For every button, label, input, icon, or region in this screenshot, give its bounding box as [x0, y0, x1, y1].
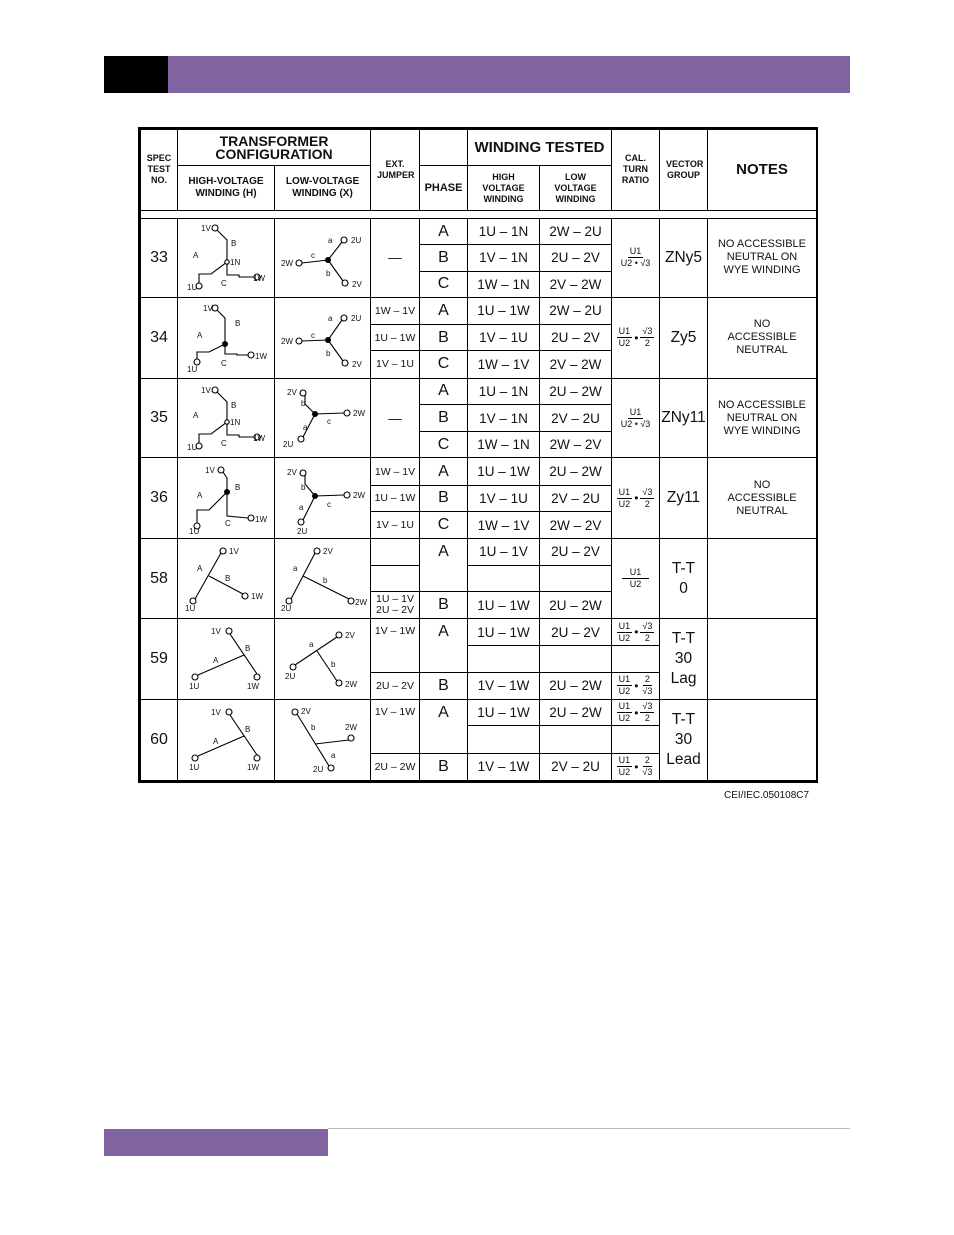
svg-text:B: B: [230, 401, 236, 411]
header-hv-winding: HIGH-VOLTAGE WINDING (H): [178, 166, 275, 210]
svg-text:a: a: [303, 423, 308, 433]
ratio-34: $\frac{U1}{U2}$ • $\frac{√3}{2}$: [612, 297, 660, 378]
transformer-configuration-table: [138, 127, 818, 783]
svg-text:2W: 2W: [353, 491, 365, 501]
svg-text:1V: 1V: [210, 708, 221, 717]
svg-text:2V: 2V: [345, 631, 355, 641]
svg-text:a: a: [328, 235, 333, 245]
phase-36-c: C: [420, 512, 468, 539]
notes-59: [708, 619, 817, 700]
svg-text:A: A: [212, 656, 218, 666]
jumper-59-b: 2U – 2V: [371, 672, 420, 699]
phase-35-a: A: [420, 378, 468, 404]
lv-59-a: 2U – 2V: [540, 619, 612, 646]
hv-58-blank: [468, 565, 540, 591]
hv-35-a: 1U – 1N: [468, 378, 540, 404]
diagram-33-lv: [275, 218, 371, 297]
phase-58-b: B: [420, 591, 468, 618]
header-purple-bar: [168, 56, 850, 93]
hv-58-b: 1U – 1W: [468, 591, 540, 618]
spec-34: 34: [141, 297, 178, 378]
svg-text:B: B: [244, 725, 250, 734]
svg-text:1U: 1U: [186, 364, 197, 374]
jumper-36-a: 1W – 1V: [371, 458, 420, 485]
hv-35-c: 1W – 1N: [468, 432, 540, 458]
ratio-60-b: $\frac{U1}{U2}$ • $\frac{2}{√3}$: [612, 753, 660, 780]
svg-text:c: c: [311, 250, 315, 260]
svg-text:A: A: [196, 563, 202, 573]
notes-33: NO ACCESSIBLE NEUTRAL ON WYE WINDING: [708, 218, 817, 297]
lv-36-b: 2V – 2U: [540, 485, 612, 511]
svg-text:A: A: [196, 330, 202, 340]
phase-33-b: B: [420, 245, 468, 271]
svg-text:2U: 2U: [313, 765, 324, 774]
lv-36-c: 2W – 2V: [540, 512, 612, 539]
spec-59: 59: [141, 619, 178, 700]
lv-34-b: 2U – 2V: [540, 325, 612, 351]
header-transformer-configuration: TRANSFORMER CONFIGURATION: [178, 130, 371, 166]
phase-33-c: C: [420, 271, 468, 297]
phase-60-a: A: [420, 700, 468, 754]
svg-text:1V: 1V: [204, 466, 215, 476]
svg-text:C: C: [220, 439, 227, 449]
svg-text:1W: 1W: [252, 273, 265, 283]
svg-text:1N: 1N: [229, 257, 240, 267]
svg-text:B: B: [244, 644, 250, 654]
hv-36-b: 1V – 1U: [468, 485, 540, 511]
header-lv-winding: LOW-VOLTAGE WINDING (X): [275, 166, 371, 210]
ratio-33: $\frac{U1}{U2 • √3}$: [612, 218, 660, 297]
svg-text:A: A: [192, 411, 198, 421]
lv-35-c: 2W – 2V: [540, 432, 612, 458]
diagram-36-lv: [275, 458, 371, 539]
svg-text:B: B: [234, 318, 240, 328]
svg-text:2U: 2U: [281, 603, 292, 613]
phase-33-a: A: [420, 218, 468, 244]
svg-text:1V: 1V: [202, 303, 213, 313]
jumper-34-b: 1U – 1W: [371, 325, 420, 351]
lv-58-b: 2U – 2W: [540, 591, 612, 618]
svg-text:2V: 2V: [287, 388, 297, 398]
vector-group-60: T-T 30 Lead: [660, 700, 708, 781]
phase-34-a: A: [420, 297, 468, 324]
hv-60-a: 1U – 1W: [468, 700, 540, 726]
header-separator: [141, 210, 817, 218]
lv-35-b: 2V – 2U: [540, 404, 612, 431]
diagram-59-lv: [275, 619, 371, 700]
lv-33-c: 2V – 2W: [540, 271, 612, 297]
header-high-voltage: HIGH VOLTAGE WINDING: [468, 166, 540, 210]
notes-34: NO ACCESSIBLE NEUTRAL: [708, 297, 817, 378]
jumper-58-a: [371, 539, 420, 565]
phase-59-a: A: [420, 619, 468, 673]
svg-text:B: B: [234, 483, 240, 493]
diagram-34-lv: [275, 297, 371, 378]
svg-text:a: a: [331, 751, 336, 760]
ratio-59-a: $\frac{U1}{U2}$ • $\frac{√3}{2}$: [612, 619, 660, 646]
svg-text:1U: 1U: [186, 443, 197, 453]
svg-text:2W: 2W: [355, 597, 367, 607]
hv-33-c: 1W – 1N: [468, 271, 540, 297]
ratio-58: $\frac{U1}{U2}$: [612, 539, 660, 619]
svg-text:1U: 1U: [188, 763, 199, 772]
ratio-59-b: $\frac{U1}{U2}$ • $\frac{2}{√3}$: [612, 672, 660, 699]
spec-60: 60: [141, 700, 178, 781]
svg-text:1V: 1V: [228, 546, 239, 556]
lv-60-blank: [540, 726, 612, 753]
diagram-58-hv: [178, 539, 275, 619]
svg-text:b: b: [311, 723, 316, 732]
header-cal-turn-ratio: CAL. TURN RATIO: [612, 130, 660, 211]
lv-33-b: 2U – 2V: [540, 245, 612, 271]
jumper-60-b: 2U – 2W: [371, 753, 420, 780]
notes-36: NO ACCESSIBLE NEUTRAL: [708, 458, 817, 539]
svg-text:2U: 2U: [285, 672, 296, 682]
ratio-60-blank: [612, 726, 660, 753]
svg-text:A: A: [196, 491, 202, 501]
phase-34-b: B: [420, 325, 468, 351]
hv-34-b: 1V – 1U: [468, 325, 540, 351]
diagram-35-hv: [178, 378, 275, 458]
svg-text:2W: 2W: [345, 680, 357, 690]
vector-group-59: T-T 30 Lag: [660, 619, 708, 700]
vector-group-33: ZNy5: [660, 218, 708, 297]
header-winding-tested: WINDING TESTED: [468, 130, 612, 166]
svg-text:1V: 1V: [200, 223, 211, 233]
header-ext-jumper: EXT. JUMPER: [371, 130, 420, 211]
hv-60-blank: [468, 726, 540, 753]
spec-35: 35: [141, 378, 178, 458]
svg-text:C: C: [224, 519, 231, 529]
svg-text:1U: 1U: [184, 603, 195, 613]
svg-text:1W: 1W: [246, 763, 259, 772]
svg-text:c: c: [311, 330, 315, 340]
ratio-35: $\frac{U1}{U2 • √3}$: [612, 378, 660, 458]
lv-36-a: 2U – 2W: [540, 458, 612, 485]
spec-58: 58: [141, 539, 178, 619]
svg-text:2U: 2U: [351, 313, 362, 323]
phase-59-b: B: [420, 672, 468, 699]
hv-58-a: 1U – 1V: [468, 539, 540, 565]
jumper-58-c: 1U – 1V 2U – 2V: [371, 591, 420, 618]
spec-33: 33: [141, 218, 178, 297]
svg-text:1V: 1V: [200, 386, 211, 396]
hv-34-c: 1W – 1V: [468, 351, 540, 378]
lv-58-a: 2U – 2V: [540, 539, 612, 565]
svg-text:1V: 1V: [210, 627, 221, 637]
jumper-36-c: 1V – 1U: [371, 512, 420, 539]
svg-text:A: A: [212, 737, 218, 746]
svg-text:B: B: [224, 573, 230, 583]
header-low-voltage: LOW VOLTAGE WINDING: [540, 166, 612, 210]
svg-text:2V: 2V: [352, 359, 362, 369]
hv-59-blank: [468, 646, 540, 672]
ratio-59-blank: [612, 646, 660, 672]
svg-text:1W: 1W: [254, 515, 267, 525]
hv-59-b: 1V – 1W: [468, 672, 540, 699]
vector-group-36: Zy11: [660, 458, 708, 539]
svg-text:1W: 1W: [246, 682, 259, 692]
lv-59-blank: [540, 646, 612, 672]
phase-35-b: B: [420, 404, 468, 431]
header-phase: PHASE: [420, 166, 468, 210]
svg-text:A: A: [192, 250, 198, 260]
lv-60-b: 2V – 2U: [540, 753, 612, 780]
svg-text:C: C: [220, 358, 227, 368]
svg-text:2U: 2U: [351, 235, 362, 245]
svg-text:2W: 2W: [281, 336, 293, 346]
footer-purple-bar: [104, 1129, 328, 1156]
phase-58-a: A: [420, 539, 468, 592]
vector-group-34: Zy5: [660, 297, 708, 378]
svg-text:2W: 2W: [281, 258, 293, 268]
lv-33-a: 2W – 2U: [540, 218, 612, 244]
phase-34-c: C: [420, 351, 468, 378]
header-phase-top: [420, 130, 468, 166]
svg-text:2U: 2U: [283, 440, 294, 450]
svg-text:a: a: [299, 503, 304, 513]
lv-60-a: 2U – 2W: [540, 700, 612, 726]
phase-35-c: C: [420, 432, 468, 458]
svg-text:1W: 1W: [250, 591, 263, 601]
notes-35: NO ACCESSIBLE NEUTRAL ON WYE WINDING: [708, 378, 817, 458]
notes-60: [708, 700, 817, 781]
svg-text:B: B: [230, 238, 236, 248]
lv-58-blank: [540, 565, 612, 591]
svg-text:b: b: [326, 268, 331, 278]
diagram-60-hv: [178, 700, 275, 781]
hv-36-a: 1U – 1W: [468, 458, 540, 485]
header-black-block: [104, 56, 168, 93]
hv-59-a: 1U – 1W: [468, 619, 540, 646]
header-spec-test-no: SPEC TEST NO.: [141, 130, 178, 211]
phase-36-a: A: [420, 458, 468, 485]
phase-60-b: B: [420, 753, 468, 780]
svg-text:a: a: [328, 313, 333, 323]
copyright-label: CEI/IEC.050108C7: [724, 790, 810, 801]
lv-35-a: 2U – 2W: [540, 378, 612, 404]
svg-text:b: b: [326, 348, 331, 358]
svg-text:b: b: [323, 575, 328, 585]
svg-text:1W: 1W: [252, 434, 265, 444]
svg-text:1U: 1U: [188, 527, 199, 537]
hv-33-a: 1U – 1N: [468, 218, 540, 244]
header-vector-group: VECTOR GROUP: [660, 130, 708, 211]
svg-text:b: b: [301, 399, 306, 409]
hv-60-b: 1V – 1W: [468, 753, 540, 780]
svg-text:a: a: [309, 640, 314, 650]
hv-36-c: 1W – 1V: [468, 512, 540, 539]
svg-text:1N: 1N: [229, 418, 240, 428]
svg-text:2V: 2V: [301, 707, 311, 716]
svg-text:a: a: [293, 563, 298, 573]
header-notes: NOTES: [708, 130, 817, 211]
svg-text:c: c: [327, 500, 331, 510]
spec-36: 36: [141, 458, 178, 539]
diagram-60-lv: [275, 700, 371, 781]
svg-text:c: c: [327, 417, 331, 427]
hv-35-b: 1V – 1N: [468, 404, 540, 431]
phase-36-b: B: [420, 485, 468, 511]
jumper-34-c: 1V – 1U: [371, 351, 420, 378]
vector-group-35: ZNy11: [660, 378, 708, 458]
lv-34-a: 2W – 2U: [540, 297, 612, 324]
lv-34-c: 2V – 2W: [540, 351, 612, 378]
svg-text:2W: 2W: [353, 409, 365, 419]
diagram-59-hv: [178, 619, 275, 700]
diagram-36-hv: [178, 458, 275, 539]
jumper-59-a: 1V – 1W: [371, 619, 420, 673]
ratio-60-a: $\frac{U1}{U2}$ • $\frac{√3}{2}$: [612, 700, 660, 726]
footer-divider: [328, 1128, 850, 1129]
jumper-58-b: [371, 565, 420, 591]
svg-text:2V: 2V: [323, 546, 333, 556]
svg-text:1W: 1W: [254, 351, 267, 361]
diagram-34-hv: [178, 297, 275, 378]
diagram-35-lv: [275, 378, 371, 458]
svg-text:2V: 2V: [287, 468, 297, 478]
diagram-33-hv: [178, 218, 275, 297]
jumper-33: —: [371, 218, 420, 297]
svg-text:b: b: [301, 483, 306, 493]
svg-text:2V: 2V: [352, 279, 362, 289]
ratio-36: $\frac{U1}{U2}$ • $\frac{√3}{2}$: [612, 458, 660, 539]
svg-text:1U: 1U: [186, 282, 197, 292]
jumper-60-a: 1V – 1W: [371, 700, 420, 754]
vector-group-58: T-T 0: [660, 539, 708, 619]
svg-text:2W: 2W: [345, 723, 357, 732]
jumper-36-b: 1U – 1W: [371, 485, 420, 511]
jumper-35: —: [371, 378, 420, 458]
svg-text:1U: 1U: [188, 682, 199, 692]
jumper-34-a: 1W – 1V: [371, 297, 420, 324]
diagram-58-lv: [275, 539, 371, 619]
notes-58: [708, 539, 817, 619]
hv-33-b: 1V – 1N: [468, 245, 540, 271]
svg-text:C: C: [220, 278, 227, 288]
svg-text:b: b: [331, 660, 336, 670]
hv-34-a: 1U – 1W: [468, 297, 540, 324]
svg-text:2U: 2U: [297, 527, 308, 537]
lv-59-b: 2U – 2W: [540, 672, 612, 699]
